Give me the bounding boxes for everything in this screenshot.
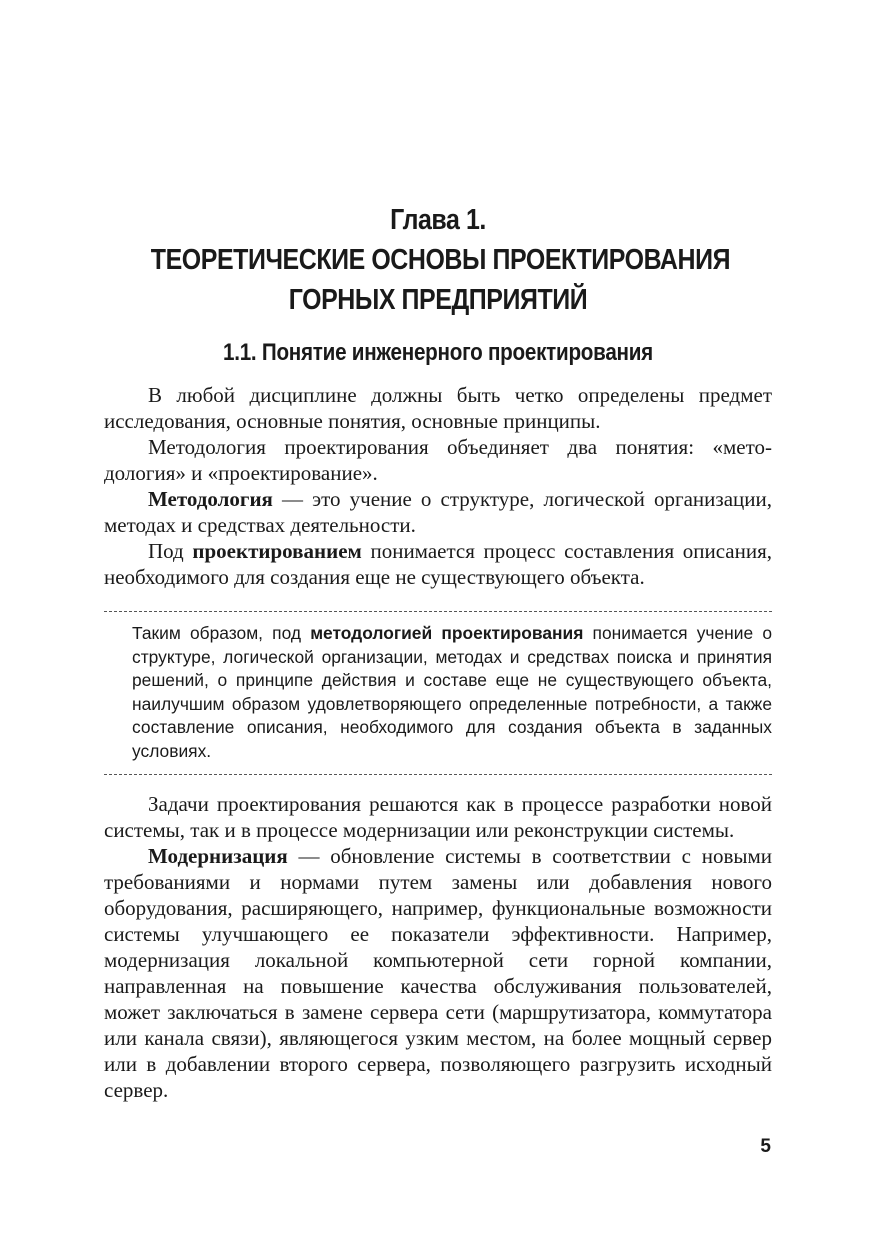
term-modernization: Модернизация [148, 844, 288, 868]
section-heading [104, 337, 772, 369]
term-design: проектированием [192, 539, 362, 563]
paragraph [104, 434, 772, 486]
paragraph [104, 382, 772, 434]
chapter-title-line1: ТЕОРЕТИЧЕСКИЕ ОСНОВЫ ПРОЕКТИРОВАНИЯ [150, 244, 731, 276]
term-design-methodology: методологией проектирования [310, 623, 584, 643]
paragraph [104, 486, 772, 538]
definition-box [104, 611, 772, 775]
paragraph-text: В любой дисциплине должны быть четко определены предмет исследования, основные понятия, основные принципы. [104, 383, 772, 433]
paragraph-text: Под [148, 539, 193, 563]
paragraph [104, 843, 772, 1103]
paragraph-text: Методология проектирования объединяет два понятия: «методология» и «проектирование». [104, 435, 772, 485]
intro-text [104, 382, 772, 590]
paragraph [104, 538, 772, 590]
paragraph-text: — обновление системы в соответствии с новыми требованиями и нормами путем замены или добавления нового оборудования, расширяющего, например, функциональные возможности системы улучшающего ее показатели эффективности. Например, модернизация локальной компьютерной сети горной компании, направленная на повышение качества обслуживания пользователей, может заключаться в замене сервера сети (маршрутизатора, коммутатора или канала связи), являющегося узким местом, на более мощный сервер или в добавлении второго сервера, позволяющего разгрузить исходный сервер. [104, 844, 772, 1102]
definition-rest: понимается учение о структуре, логической организации, методах и средствах поиска и принятия решений, о принципе действия и составе еще не существующего объекта, наилучшим образом удовлетворяющего определенные потребности, а также составление описания, необходимого для создания объекта в заданных условиях. [132, 623, 772, 761]
chapter-heading [104, 200, 772, 320]
continuation-text [104, 791, 772, 1103]
paragraph [104, 791, 772, 843]
definition-text [132, 622, 772, 763]
paragraph-text: — это учение о структуре, логической организации, методах и средствах деятельности. [104, 487, 772, 537]
term-methodology: Методология [148, 487, 273, 511]
chapter-title-line2: ГОРНЫХ ПРЕДПРИЯТИЙ [288, 284, 588, 316]
paragraph-text: Задачи проектирования решаются как в процессе разработки новой системы, так и в процессе модернизации или реконструкции системы. [104, 792, 772, 842]
page-number: 5 [760, 1136, 771, 1157]
paragraph-text: понимается процесс составления описания, необходимого для создания еще не существующего объекта. [104, 539, 772, 589]
section-title: 1.1. Понятие инженерного проектирования [223, 339, 653, 366]
definition-start: Таким образом, под [132, 623, 311, 643]
chapter-label: Глава 1. [390, 204, 486, 236]
